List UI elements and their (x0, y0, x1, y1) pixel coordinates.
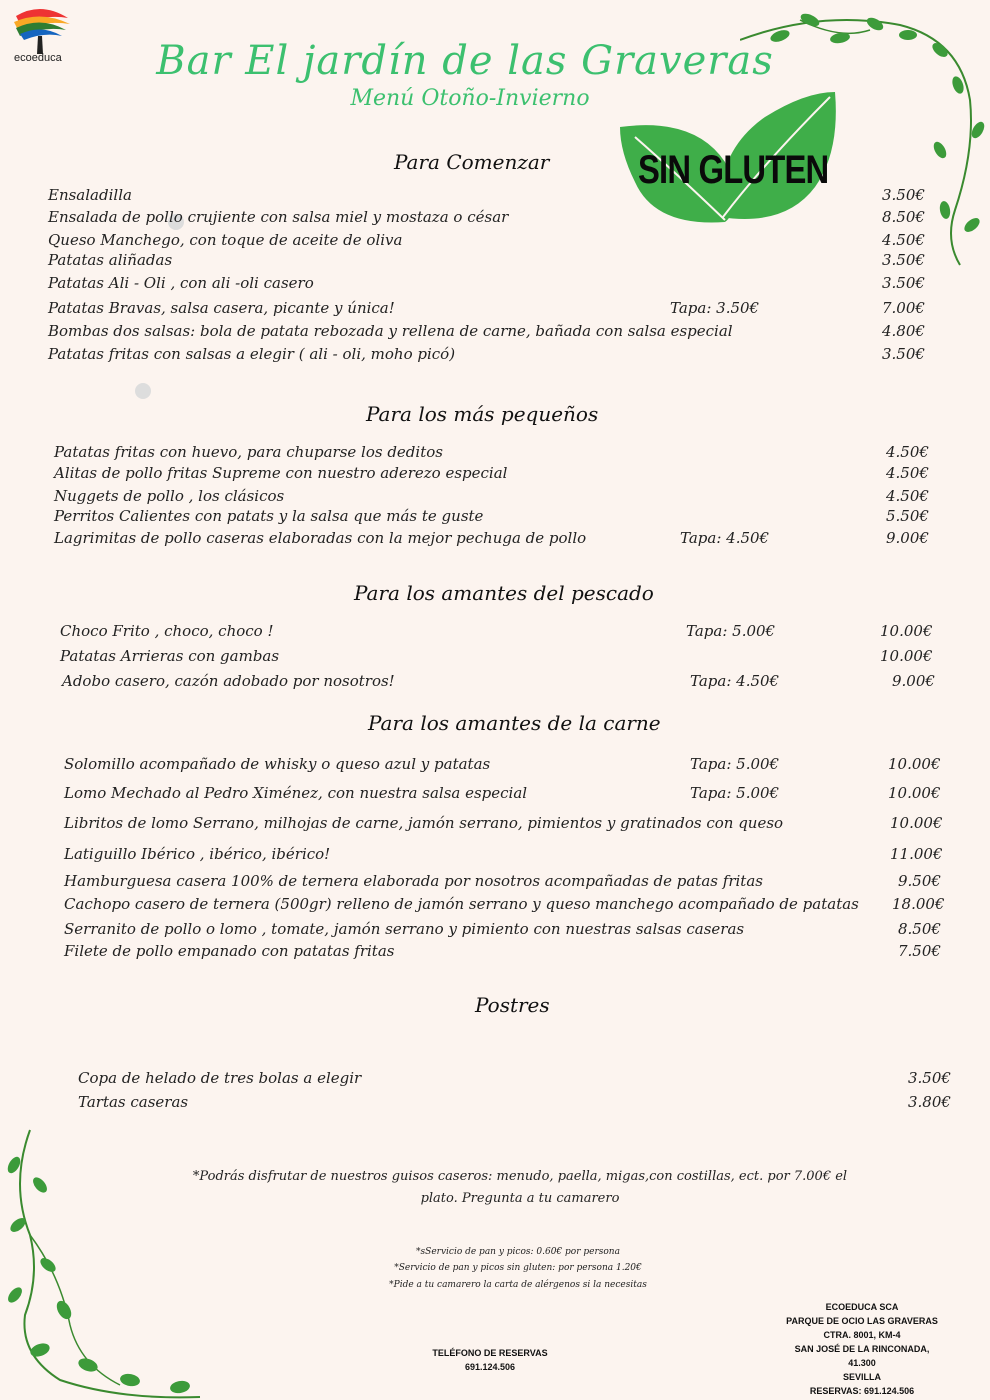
menu-item-tapa: Tapa: 4.50€ (690, 672, 780, 690)
menu-item: Tartas caseras (78, 1093, 189, 1111)
menu-item: Solomillo acompañado de whisky o queso azul y patatas (64, 755, 491, 773)
address-block (782, 1300, 942, 1398)
menu-item-price: 3.50€ (882, 274, 925, 292)
road: CTRA. 8001, KM-4 (823, 1330, 901, 1340)
menu-item-price: 4.80€ (882, 322, 925, 340)
menu-item-price: 10.00€ (880, 622, 933, 640)
menu-item-price: 3.50€ (908, 1069, 951, 1087)
menu-item: Queso Manchego, con toque de aceite de oliva (48, 231, 403, 249)
menu-item: Alitas de pollo fritas Supreme con nuestro aderezo especial (54, 464, 508, 482)
menu-item-price: 10.00€ (888, 784, 941, 802)
phone-block (420, 1346, 560, 1374)
menu-item-price: 9.00€ (886, 529, 929, 547)
menu-item: Libritos de lomo Serrano, milhojas de carne, jamón serrano, pimientos y gratinados con queso (64, 814, 784, 832)
menu-item: Ensalada de pollo crujiente con salsa miel y mostaza o césar (48, 208, 509, 226)
menu-item: Patatas fritas con salsas a elegir ( ali - oli, moho picó) (48, 345, 456, 363)
menu-item: Bombas dos salsas: bola de patata rebozada y rellena de carne, bañada con salsa especial (48, 322, 733, 340)
menu-item: Patatas Bravas, salsa casera, picante y única! (48, 299, 395, 317)
menu-item: Lomo Mechado al Pedro Ximénez, con nuestra salsa especial (64, 784, 528, 802)
menu-item-price: 18.00€ (892, 895, 945, 913)
menu-item-price: 3.50€ (882, 251, 925, 269)
menu-item-tapa: Tapa: 5.00€ (690, 755, 780, 773)
guisos-note-line2: plato. Pregunta a tu camarero (420, 1191, 620, 1206)
menu-item: Patatas fritas con huevo, para chuparse los deditos (54, 443, 443, 461)
menu-item: Patatas Ali - Oli , con ali -oli casero (48, 274, 314, 292)
sin-gluten-badge: SIN GLUTEN (638, 148, 829, 192)
menu-item-price: 4.50€ (882, 231, 925, 249)
menu-item-price: 5.50€ (886, 507, 929, 525)
menu-item: Copa de helado de tres bolas a elegir (78, 1069, 362, 1087)
menu-item: Nuggets de pollo , los clásicos (54, 487, 285, 505)
menu-item-price: 3.80€ (908, 1093, 951, 1111)
phone-number: 691.124.506 (464, 1362, 516, 1372)
decorative-dot-icon (135, 383, 151, 399)
town: SAN JOSÉ DE LA RINCONADA, 41.300 (794, 1344, 930, 1368)
menu-item: Lagrimitas de pollo caseras elaboradas con la mejor pechuga de pollo (54, 529, 587, 547)
park-name: PARQUE DE OCIO LAS GRAVERAS (786, 1316, 938, 1326)
menu-item-price: 8.50€ (882, 208, 925, 226)
menu-item-price: 4.50€ (886, 443, 929, 461)
menu-item: Ensaladilla (48, 186, 132, 204)
menu-item-price: 10.00€ (888, 755, 941, 773)
menu-item: Hamburguesa casera 100% de ternera elaborada por nosotros acompañadas de patas fritas (64, 872, 763, 890)
menu-item: Serranito de pollo o lomo , tomate, jamón serrano y pimiento con nuestras salsas caseras (64, 920, 745, 938)
section-title-carne: Para los amantes de la carne (368, 711, 661, 735)
menu-item-price: 10.00€ (890, 814, 943, 832)
menu-item-tapa: Tapa: 5.00€ (690, 784, 780, 802)
menu-item: Patatas Arrieras con gambas (60, 647, 280, 665)
vine-decoration-icon (0, 1125, 260, 1400)
menu-item: Perritos Calientes con patats y la salsa que más te guste (54, 507, 484, 525)
menu-item: Cachopo casero de ternera (500gr) relleno de jamón serrano y queso manchego acompañado de patatas (64, 895, 859, 913)
menu-item: Choco Frito , choco, choco ! (60, 622, 274, 640)
company-name: ECOEDUCA SCA (825, 1302, 899, 1312)
menu-item-price: 9.50€ (898, 872, 941, 890)
city: SEVILLA (842, 1372, 881, 1382)
menu-item: Filete de pollo empanado con patatas fritas (64, 942, 395, 960)
menu-item-price: 3.50€ (882, 345, 925, 363)
menu-item-price: 10.00€ (880, 647, 933, 665)
note-bread-gluten-free: *Servicio de pan y picos sin gluten: por persona 1.20€ (394, 1263, 642, 1273)
menu-item-price: 4.50€ (886, 464, 929, 482)
menu-item-tapa: Tapa: 5.00€ (686, 622, 776, 640)
logo-text: ecoeduca (14, 52, 62, 64)
menu-subtitle: Menú Otoño-Invierno (350, 86, 590, 111)
menu-item-tapa: Tapa: 4.50€ (680, 529, 770, 547)
menu-item-price: 8.50€ (898, 920, 941, 938)
menu-item-price: 11.00€ (890, 845, 943, 863)
menu-item-price: 9.00€ (892, 672, 935, 690)
note-allergens: *Pide a tu camarero la carta de alérgenos si la necesitas (389, 1280, 647, 1290)
section-title-postres: Postres (475, 993, 550, 1017)
section-title-pescado: Para los amantes del pescado (354, 581, 654, 605)
section-title-pequenos: Para los más pequeños (366, 402, 599, 426)
page-title: Bar El jardín de las Graveras (156, 38, 774, 84)
menu-item-price: 3.50€ (882, 186, 925, 204)
menu-item: Adobo casero, cazón adobado por nosotros! (62, 672, 395, 690)
menu-item: Latiguillo Ibérico , ibérico, ibérico! (64, 845, 331, 863)
note-bread: *sServicio de pan y picos: 0.60€ por persona (416, 1247, 620, 1257)
menu-item-price: 7.50€ (898, 942, 941, 960)
menu-item: Patatas aliñadas (48, 251, 173, 269)
menu-item-price: 4.50€ (886, 487, 929, 505)
reservas: RESERVAS: 691.124.506 (809, 1386, 915, 1396)
section-title-comenzar: Para Comenzar (394, 150, 550, 174)
menu-item-price: 7.00€ (882, 299, 925, 317)
guisos-note-line1: *Podrás disfrutar de nuestros guisos caseros: menudo, paella, migas,con costillas, ect. por 7.00€ el (192, 1169, 848, 1184)
menu-item-tapa: Tapa: 3.50€ (670, 299, 760, 317)
phone-label: TELÉFONO DE RESERVAS (432, 1348, 548, 1358)
